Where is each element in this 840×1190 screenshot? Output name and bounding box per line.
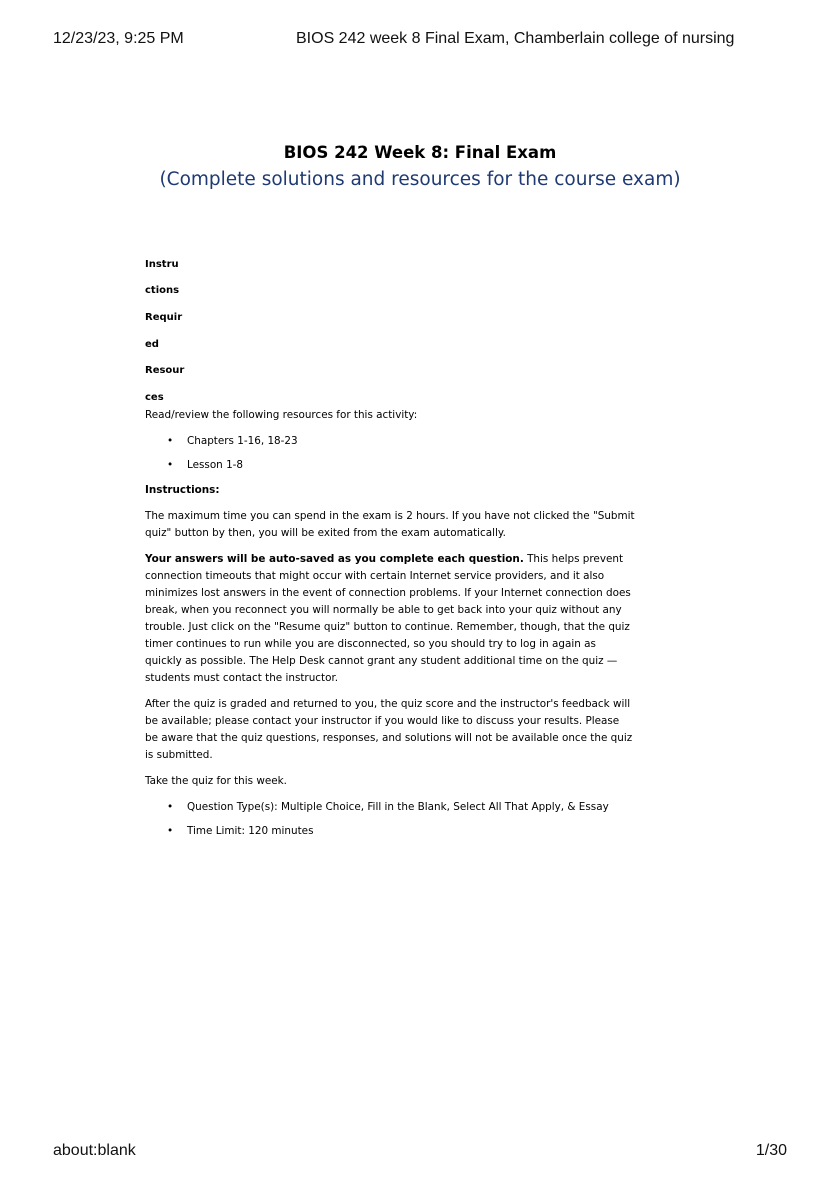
take-quiz-paragraph: Take the quiz for this week. [145, 775, 287, 787]
document-body [145, 407, 635, 848]
bullet-icon: • [167, 459, 174, 471]
print-url: about:blank [53, 1142, 136, 1159]
heading-fragment: ctions [145, 285, 180, 296]
print-datetime: 12/23/23, 9:25 PM [53, 30, 184, 47]
page-subtitle: (Complete solutions and resources for the course exam) [159, 169, 681, 190]
bullet-icon: • [167, 825, 174, 837]
list-item-text: Lesson 1-8 [187, 459, 244, 471]
list-item [145, 457, 635, 474]
resources-list [145, 433, 635, 474]
list-item [145, 799, 635, 816]
page-number: 1/30 [755, 1142, 787, 1159]
list-item-text: Question Type(s): Multiple Choice, Fill in the Blank, Select All That Apply, & Essay [187, 801, 609, 813]
autosave-text: This helps prevent connection timeouts that might occur with certain Internet service providers, and it also minimizes lost answers in the event of connection problems. If your Internet connection does break, when you reconnect you will normally be able to get back into your quiz without any trouble. Just click on the "Resume quiz" button to continue. Remember, though, that the quiz timer continues to run while you are disconnected, so you should try to log in again as quickly as possible. The Help Desk cannot grant any student additional time on the quiz —students must contact the instructor. [145, 553, 631, 684]
heading-fragment: ed [145, 339, 159, 350]
instructions-label: Instructions: [145, 484, 220, 496]
heading-fragment: Resour [145, 365, 185, 376]
quiz-details-list [145, 799, 635, 840]
list-item [145, 433, 635, 450]
page-title: BIOS 242 Week 8: Final Exam [283, 143, 557, 162]
autosave-bold-text: Your answers will be auto-saved as you complete each question. [145, 553, 524, 565]
print-document-title: BIOS 242 week 8 Final Exam, Chamberlain college of nursing [296, 30, 735, 47]
autosave-paragraph [145, 551, 635, 687]
heading-fragment: Instru [145, 259, 179, 270]
resources-intro: Read/review the following resources for this activity: [145, 409, 418, 421]
bullet-icon: • [167, 801, 174, 813]
list-item-text: Chapters 1-16, 18-23 [187, 435, 298, 447]
grading-paragraph: After the quiz is graded and returned to you, the quiz score and the instructor's feedback will be available; please contact your instructor if you would like to discuss your results. Please be aware that the quiz questions, responses, and solutions will not be available once the quiz is submitted. [145, 698, 633, 761]
heading-fragment: Requir [145, 312, 183, 323]
bullet-icon: • [167, 435, 174, 447]
list-item [145, 823, 635, 840]
list-item-text: Time Limit: 120 minutes [187, 825, 314, 837]
heading-fragment: ces [145, 392, 164, 403]
instructions-paragraph: The maximum time you can spend in the exam is 2 hours. If you have not clicked the "Submit quiz" button by then, you will be exited from the exam automatically. [145, 510, 635, 539]
